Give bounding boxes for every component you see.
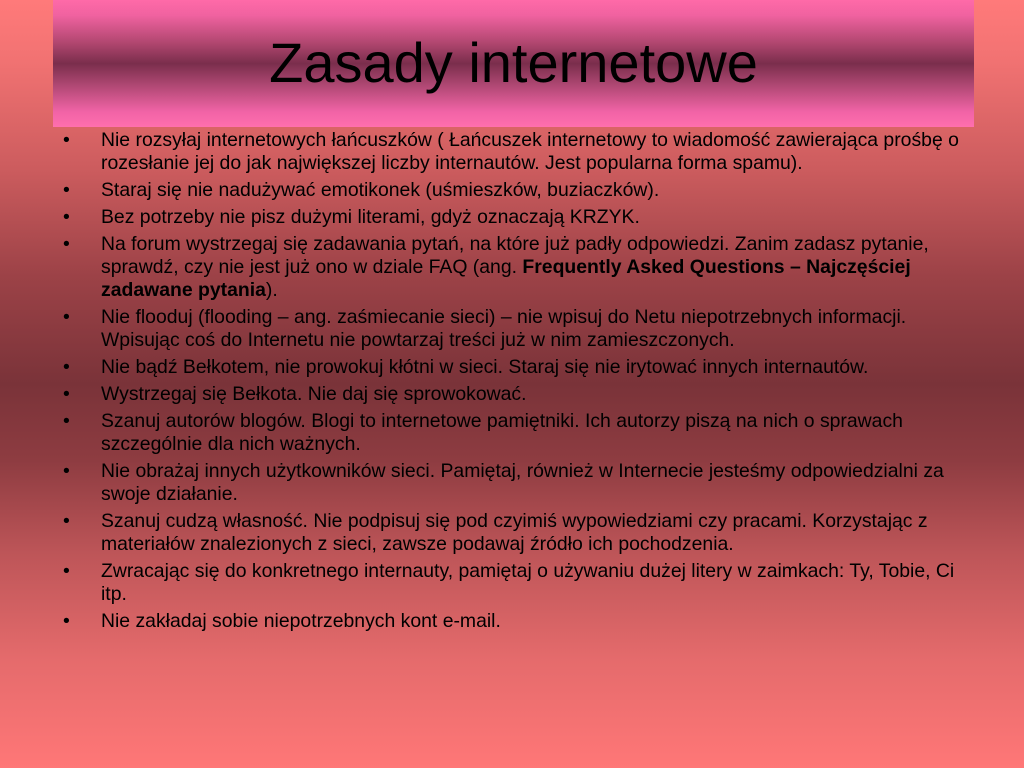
- bullet-item: [56, 356, 976, 379]
- bullet-item: [56, 306, 976, 352]
- bullet-list: [56, 129, 976, 637]
- bullet-icon: •: [63, 410, 70, 432]
- bullet-item: [56, 233, 976, 302]
- bullet-text: Szanuj cudzą własność. Nie podpisuj się pod czyimiś wypowiedziami czy pracami. Korzystając z materiałów znalezionych z sieci, zawsze podawaj źródło ich pochodzenia.: [101, 510, 928, 555]
- bullet-icon: •: [63, 560, 70, 582]
- bullet-item: [56, 206, 976, 229]
- bullet-text: Staraj się nie nadużywać emotikonek (uśmieszków, buziaczków).: [101, 179, 660, 201]
- bullet-icon: •: [63, 383, 70, 405]
- bullet-text: Nie bądź Bełkotem, nie prowokuj kłótni w sieci. Staraj się nie irytować innych internautów.: [101, 356, 869, 378]
- bullet-item: [56, 510, 976, 556]
- bullet-icon: •: [63, 206, 70, 228]
- bullet-text: Nie rozsyłaj internetowych łańcuszków ( Łańcuszek internetowy to wiadomość zawierająca prośbę o rozesłanie jej do jak największej liczby internautów. Jest popularna forma spamu).: [101, 129, 959, 174]
- bullet-text-after: ).: [265, 279, 278, 301]
- bullet-text: Nie flooduj (flooding – ang. zaśmiecanie sieci) – nie wpisuj do Netu niepotrzebnych informacji. Wpisując coś do Internetu nie powtarzaj treści już w nim zamieszczonych.: [101, 306, 907, 351]
- bullet-item: [56, 129, 976, 175]
- bullet-text: Zwracając się do konkretnego internauty, pamiętaj o używaniu dużej litery w zaimkach: Ty, Tobie, Ci itp.: [101, 560, 955, 605]
- bullet-text: Nie zakładaj sobie niepotrzebnych kont e-mail.: [101, 610, 501, 632]
- bullet-item: [56, 460, 976, 506]
- bullet-text: Wystrzegaj się Bełkota. Nie daj się sprowokować.: [101, 383, 527, 405]
- bullet-item: [56, 560, 976, 606]
- bullet-text: Szanuj autorów blogów. Blogi to internetowe pamiętniki. Ich autorzy piszą na nich o sprawach szczególnie dla nich ważnych.: [101, 410, 903, 455]
- bullet-text: Bez potrzeby nie pisz dużymi literami, gdyż oznaczają KRZYK.: [101, 206, 640, 228]
- bullet-text: Nie obrażaj innych użytkowników sieci. Pamiętaj, również w Internecie jesteśmy odpowiedzialni za swoje działanie.: [101, 460, 944, 505]
- bullet-icon: •: [63, 460, 70, 482]
- bullet-icon: •: [63, 179, 70, 201]
- slide-title: Zasady internetowe: [269, 31, 758, 94]
- bullet-icon: •: [63, 233, 70, 255]
- bullet-item: [56, 179, 976, 202]
- bullet-icon: •: [63, 306, 70, 328]
- bullet-icon: •: [63, 356, 70, 378]
- bullet-text: Na forum wystrzegaj się zadawania pytań, na które już padły odpowiedzi. Zanim zadasz pytanie, sprawdź, czy nie jest już ono w dziale FAQ (ang.: [101, 233, 929, 278]
- bullet-item: [56, 410, 976, 456]
- bullet-bold-text: Frequently Asked Questions – Najczęściej zadawane pytania: [101, 256, 911, 301]
- bullet-icon: •: [63, 510, 70, 532]
- bullet-item: [56, 383, 976, 406]
- title-band: [53, 0, 974, 127]
- bullet-icon: •: [63, 610, 70, 632]
- bullet-item: [56, 610, 976, 633]
- bullet-icon: •: [63, 129, 70, 151]
